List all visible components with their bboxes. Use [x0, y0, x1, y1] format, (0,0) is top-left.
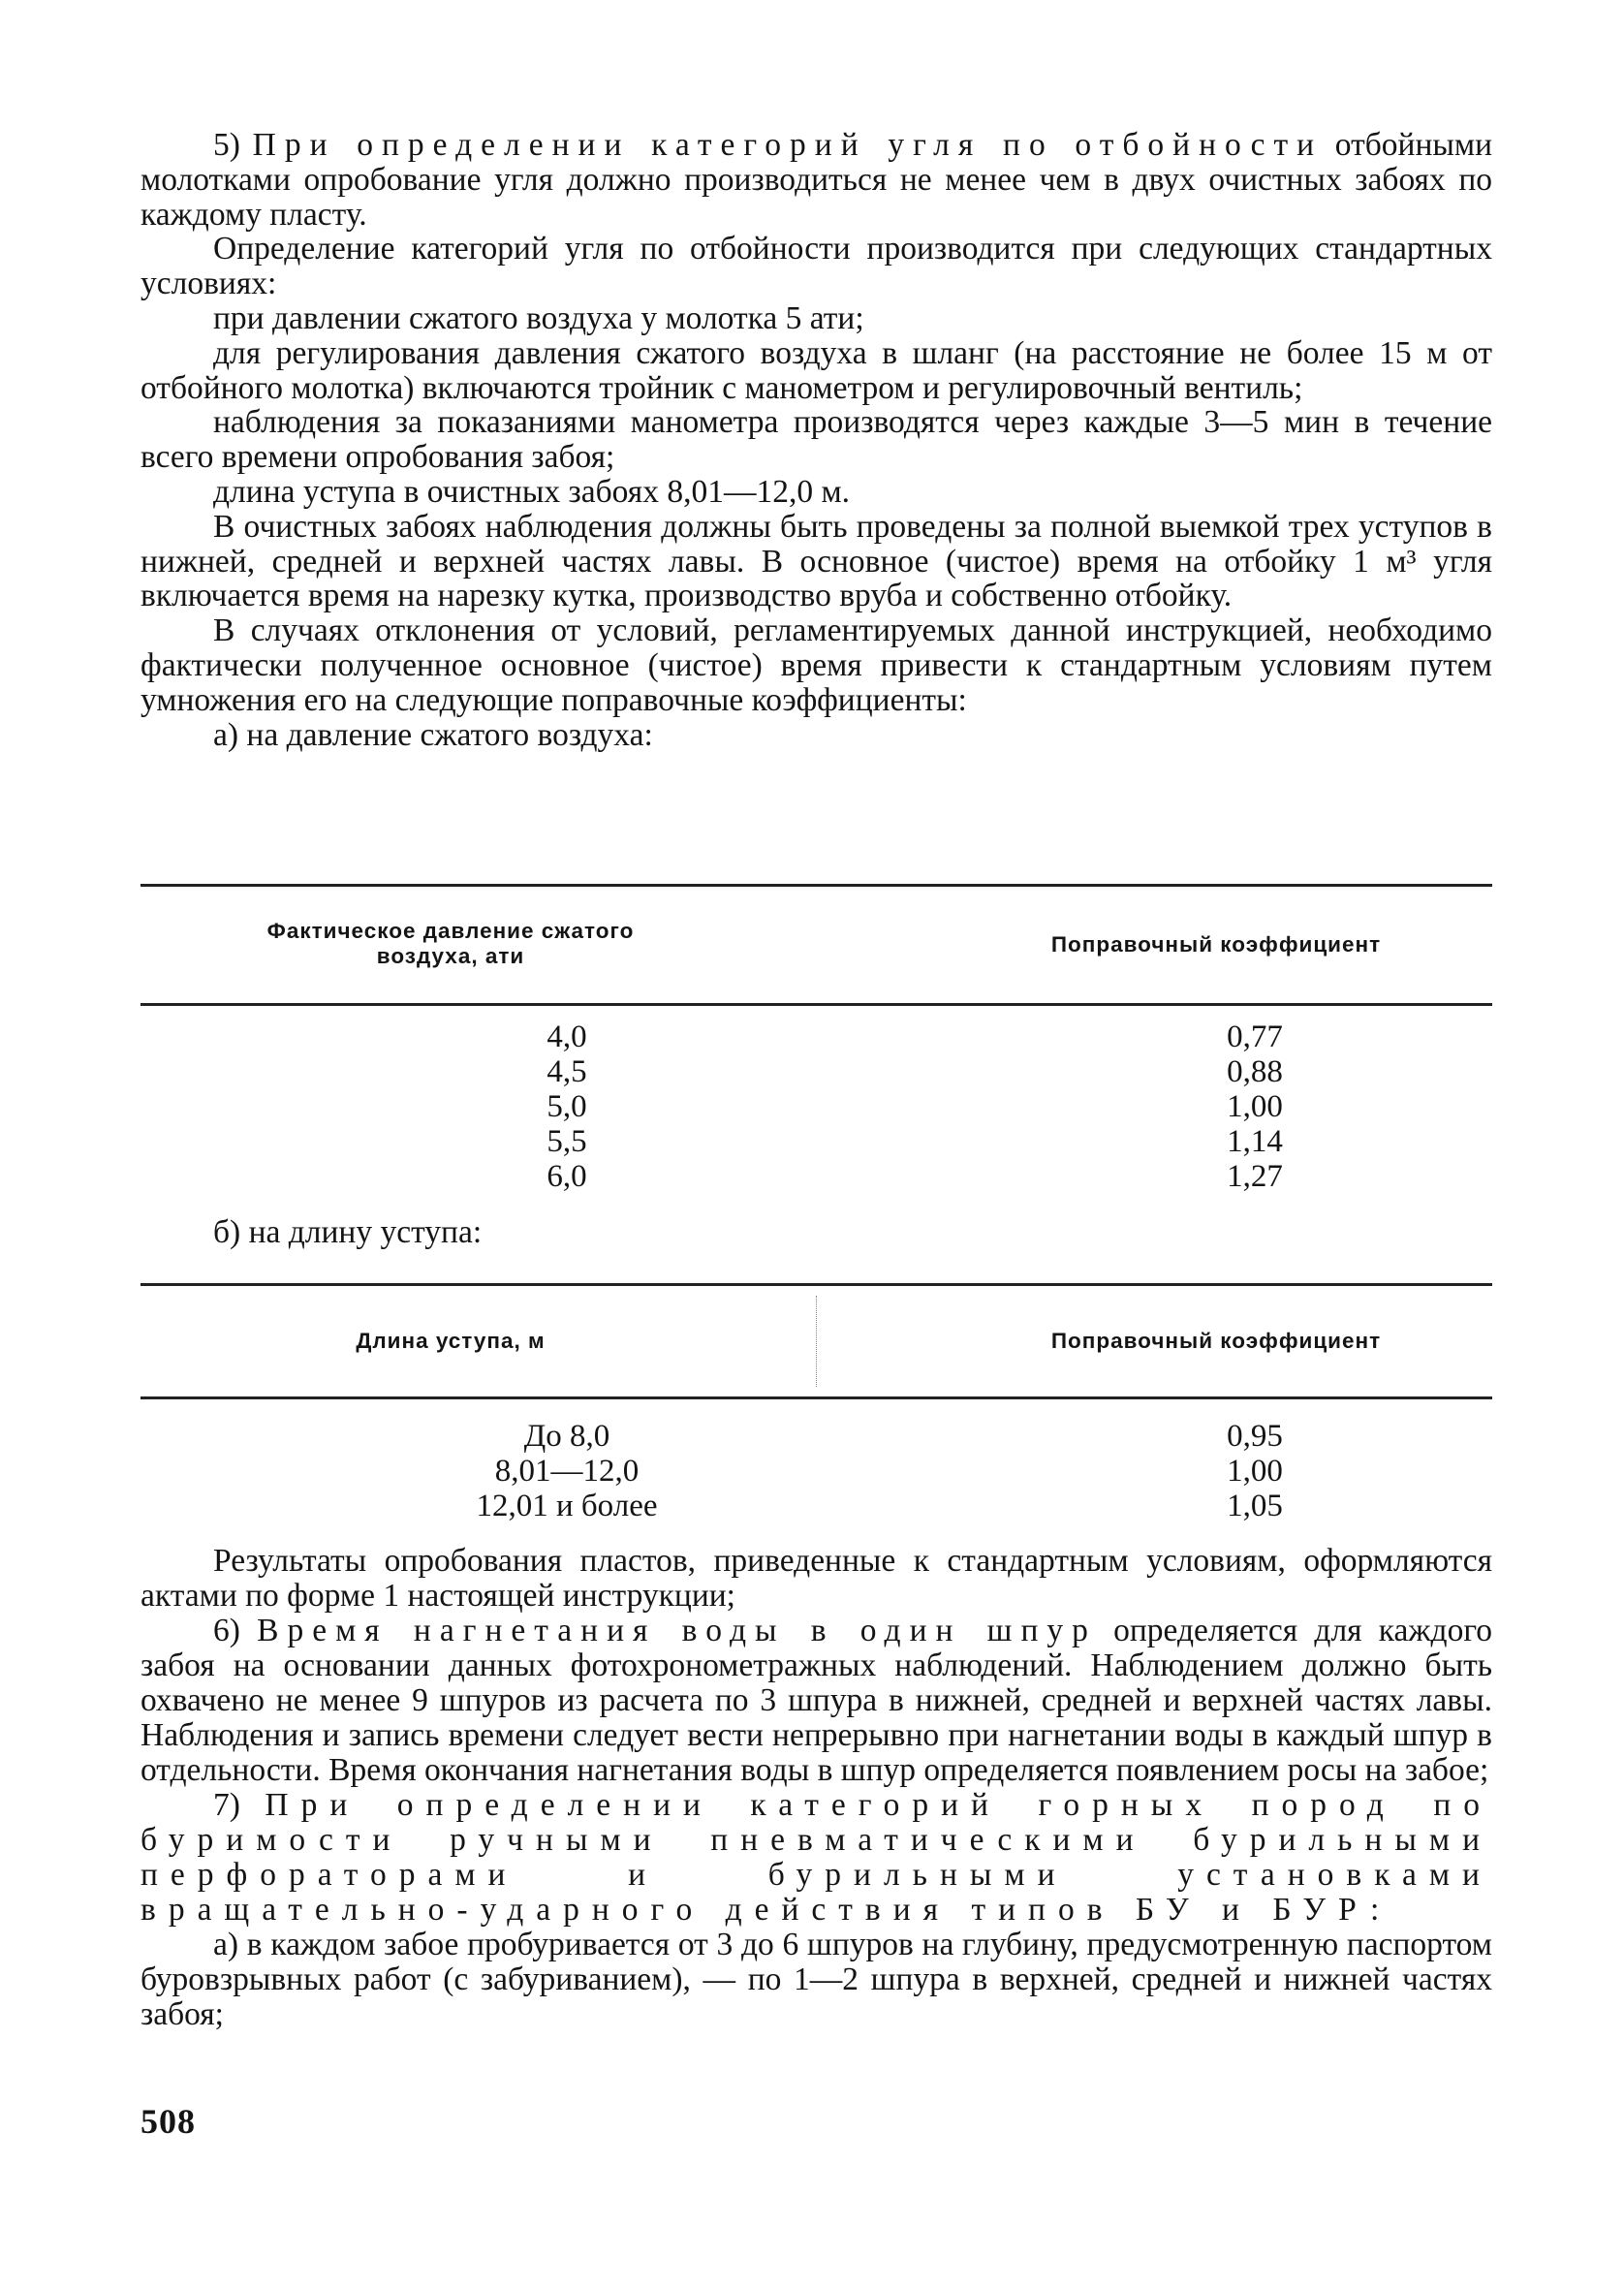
table-header	[141, 1286, 1492, 1396]
header-left: Фактическое давление сжатого воздуха, ати	[266, 919, 635, 968]
paragraph-item-5	[141, 128, 1492, 232]
table-cell: 6,0	[547, 1159, 587, 1194]
table-cell: 4,0	[547, 1020, 587, 1054]
paragraph-text: а) в каждом забое пробуривается от 3 до 6 шпуров на глубину, предусмотренную паспортом буровзрывных работ (с забуриванием), — по 1—2 шпура в верхней, средней и нижней частях забоя;	[141, 1927, 1492, 2032]
table-header	[141, 887, 1492, 1003]
table-cell: 0,88	[1227, 1054, 1283, 1089]
paragraph-item-6	[141, 1614, 1492, 1788]
column-separator	[816, 1296, 817, 1387]
bottom-text-block	[141, 1544, 1492, 2032]
paragraph-text: Определение категорий угля по отбойности производится при следующих стандартных условиях:	[141, 231, 1492, 302]
paragraph-text: отбойными молотками опробование угля должно производиться не менее чем в двух очистных забоях по каждому пласту.	[141, 127, 1493, 233]
table-cell: 1,00	[1227, 1454, 1283, 1489]
paragraph-text: Результаты опробования пластов, приведенные к стандартным условиям, оформляются актами по форме 1 настоящей инструкции;	[141, 1543, 1492, 1614]
table-cell: 0,77	[1227, 1020, 1283, 1054]
paragraph-text: В случаях отклонения от условий, регламентируемых данной инструкцией, необходимо фактически полученное основное (чистое) время привести к стандартным условиям путем умножения его на следующие поправочные коэффициенты:	[141, 612, 1492, 718]
table-cell: До 8,0	[523, 1419, 610, 1454]
length-correction-table	[141, 1283, 1492, 1523]
table-cell: 5,5	[547, 1124, 587, 1159]
header-right: Поправочный коэффициент	[1050, 932, 1382, 957]
item-number: 7)	[213, 1787, 240, 1823]
table-cell: 12,01 и более	[476, 1489, 658, 1523]
paragraph-item-7	[141, 1788, 1492, 1928]
table-cell: 4,5	[547, 1054, 587, 1089]
spaced-heading: При определении категорий угля по отбойности	[252, 127, 1324, 163]
page-number: 508	[141, 2102, 196, 2141]
table-cell: 1,14	[1227, 1124, 1283, 1159]
pressure-correction-table	[141, 884, 1492, 1194]
top-text-block	[141, 128, 1492, 752]
table-caption-a: а) на давление сжатого воздуха:	[213, 716, 653, 753]
table-cell: 1,27	[1227, 1159, 1283, 1194]
table-cell: 0,95	[1227, 1419, 1283, 1454]
table-cell: 1,00	[1227, 1089, 1283, 1124]
table-cell: 1,05	[1227, 1489, 1283, 1523]
paragraph-text: при давлении сжатого воздуха у молотка 5 ати;	[213, 299, 864, 336]
header-right: Поправочный коэффициент	[1050, 1329, 1382, 1353]
spaced-heading: Время нагнетания воды в один шпур	[257, 1613, 1097, 1648]
table-caption-b: б) на длину уступа:	[213, 1214, 483, 1250]
paragraph-text: наблюдения за показаниями манометра производятся через каждые 3—5 мин в течение всего времени опробования забоя;	[141, 404, 1492, 476]
paragraph-text: длина уступа в очистных забоях 8,01—12,0 м.	[213, 473, 851, 510]
table-header-rule	[141, 1396, 1492, 1399]
table-header-rule	[141, 1003, 1492, 1006]
table-cell: 5,0	[547, 1089, 587, 1124]
paragraph-text: для регулирования давления сжатого воздуха в шланг (на расстояние не более 15 м от отбойного молотка) включаются тройник с манометром и регулировочный вентиль;	[141, 334, 1492, 406]
item-number: 6)	[213, 1613, 240, 1648]
paragraph-text: определяется для каждого забоя на основании данных фотохронометражных наблюдений. Наблюдением должно быть охвачено не менее 9 шпуров из расчета по 3 шпура в нижней, средней и верхней частях лавы. Наблюдения и запись времени следует вести непрерывно при нагнетании воды в каждый шпур в отдельности. Время окончания нагнетания воды в шпур определяется появлением росы на забое;	[141, 1613, 1493, 1788]
table-cell: 8,01—12,0	[494, 1454, 640, 1489]
spaced-heading: При определении категорий горных пород по буримости ручными пневматическими бурильными перфораторами и бурильными установками вращательно-ударного действия типов БУ и БУР:	[141, 1787, 1493, 1928]
item-number: 5)	[213, 127, 240, 163]
paragraph-text: В очистных забоях наблюдения должны быть проведены за полной выемкой трех уступов в нижней, средней и верхней частях лавы. В основное (чистое) время на отбойку 1 м³ угля включается время на нарезку кутка, производство вруба и собственно отбойку.	[141, 508, 1492, 614]
header-left: Длина уступа, м	[356, 1329, 546, 1353]
